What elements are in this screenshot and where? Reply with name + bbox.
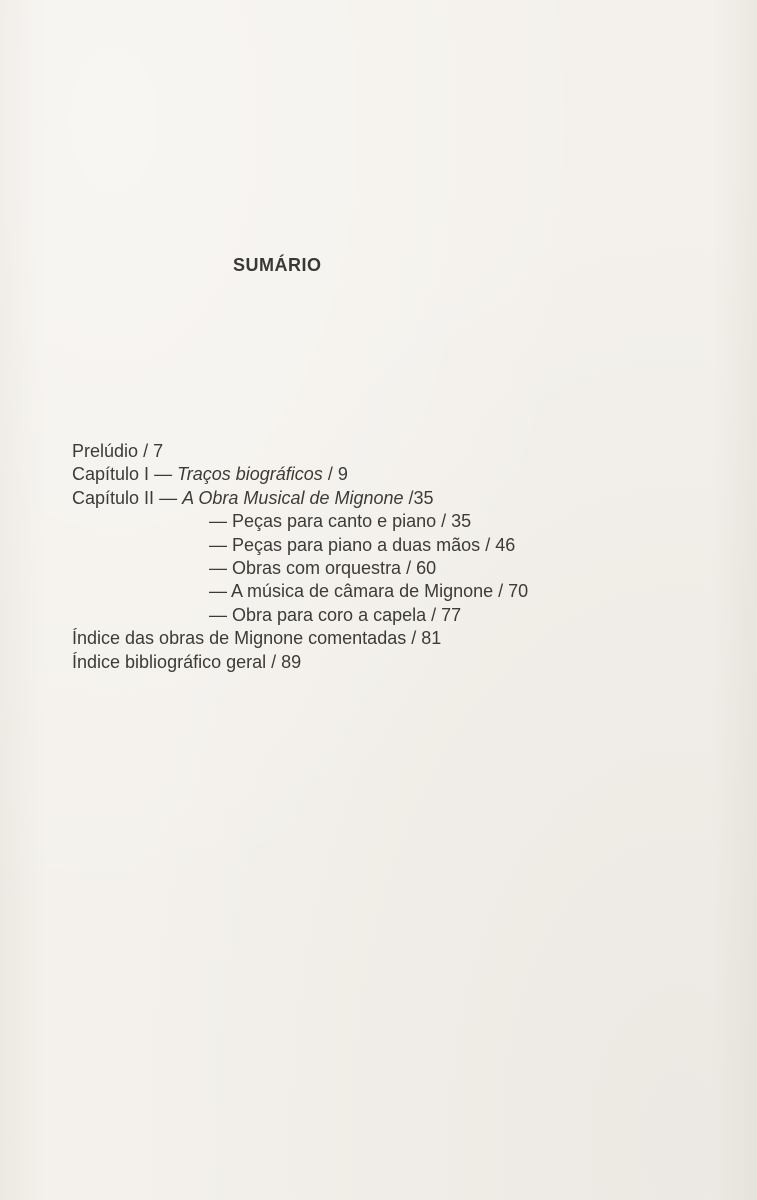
toc-page: / 35 [441,511,472,532]
toc-subentry-canto-piano [72,510,528,533]
table-of-contents [72,440,528,674]
toc-page: /35 [408,487,434,508]
toc-label: Índice bibliográfico geral [72,651,267,672]
toc-label: — Obras com orquestra [209,557,402,578]
toc-label: — Peças para piano a duas mãos [209,534,481,555]
toc-page: / 9 [327,464,348,485]
toc-label: Índice das obras de Mignone comentadas [72,628,407,649]
toc-page: / 81 [411,628,442,649]
toc-entry-indice-bibliografico [72,651,528,674]
toc-label: Prelúdio [72,441,139,461]
toc-label: — Obra para coro a capela [209,604,427,625]
toc-subentry-musica-camara [72,580,528,603]
toc-chapter-title: A Obra Musical de Mignone [182,487,404,508]
toc-page: / 60 [406,557,437,578]
toc-entry-indice-obras [72,627,528,650]
toc-page: / 7 [143,441,164,461]
toc-entry-capitulo-2 [72,487,528,510]
toc-entry-preludio [72,440,528,463]
toc-dash: — [159,487,178,508]
page-title: SUMÁRIO [233,255,322,275]
toc-subentry-piano-duas-maos [72,534,528,557]
toc-entry-capitulo-1 [72,463,528,486]
toc-subentry-orquestra [72,557,528,580]
toc-page: / 89 [271,651,302,672]
toc-label: — Peças para canto e piano [209,511,437,532]
toc-chapter-title: Traços biográficos [177,464,323,485]
toc-page: / 77 [431,604,462,625]
toc-dash: — [154,464,173,485]
toc-label: Capítulo I [72,464,150,485]
toc-page: / 46 [485,534,516,555]
toc-page: / 70 [498,581,529,602]
toc-label: Capítulo II [72,487,155,508]
toc-label: — A música de câmara de Mignone [209,581,494,602]
toc-subentry-coro-capela [72,604,528,627]
